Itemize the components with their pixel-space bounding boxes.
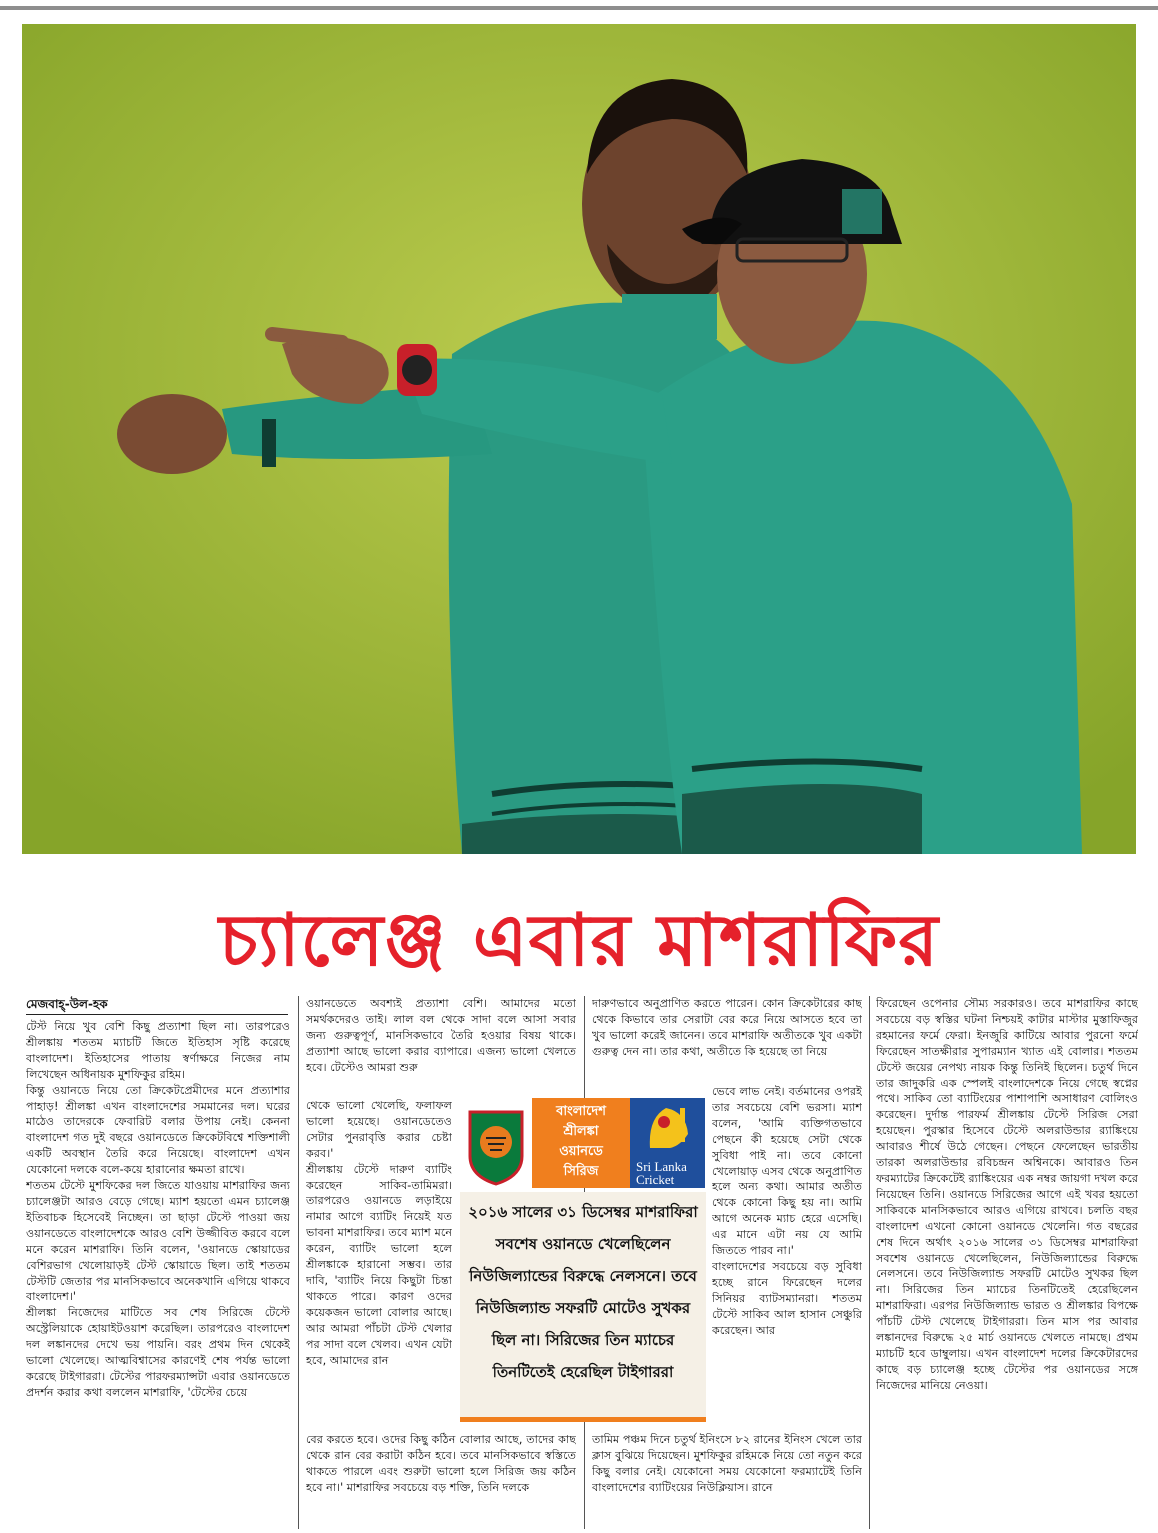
- paragraph: শততম টেস্টে মুশফিকের দল জিতে যাওয়ায় মাশরাফির জন্য চ্যালেঞ্জটা আরও বেড়ে গেছে। ম্যাশ হয়তো এমন চ্যালেঞ্জ ইতিবাচক হিসেবেই নিচ্ছেন। তা ছাড়া টেস্টে পাওয়া জয় ওয়ানডেতে বাংলাদেশকে আরও বেশি উজ্জীবিত করবে বলে মনে করেন মাশরাফি। তিনি বলেন, 'ওয়ানডে স্কোয়াডের বেশিরভাগ খেলোয়াড়ই টেস্ট স্কোয়াডে ছিল। তাই শততম টেস্টটি জেতার পর মানসিকভাবে অনেকখানি এগিয়ে থাকবে বাংলাদেশ।': [26, 1179, 290, 1304]
- paragraph: ফিরেছেন ওপেনার সৌম্য সরকারও। তবে মাশরাফির কাছে সবচেয়ে বড় স্বস্তির ঘটনা নিশ্চয়ই কাটার মাস্টার মুস্তাফিজুর রহমানের ফর্মে ফেরা। ইনজুরি কাটিয়ে আবার পুরনো ফর্মে ফিরেছেন সাতক্ষীরার সুপারম্যান খ্যাত এই বোলার। শততম টেস্টে জয়ের নেপথ্য নায়ক কিন্তু তিনিই ছিলেন। চতুর্থ দিনে তার জাদুকরি এক স্পেলই বাংলাদেশকে নিয়ে গেছে স্বপ্নের পথে। সাকিব তো ব্যাটিংয়ের পাশাপাশি অসাধারণ বোলিংও করেছেন। দুর্দান্ত পারফর্ম শ্রীলঙ্কায় টেস্টে সিরিজ সেরা হয়েছেন। পুরস্কার হিসেবে টেস্টে অলরাউন্ডার র‍্যাঙ্কিংয়ে আবারও শীর্ষে উঠে গেছেন। পেছনে ফেলেছেন ভারতীয় তারকা অলরাউন্ডার রবিচন্দ্রন অশ্বিনকে। আবারও তিন ফরম্যাটের ক্রিকেটেই র‍্যাঙ্কিংয়ের এক নম্বর জায়গা দখল করে নিয়েছেন তিনি। ওয়ানডে সিরিজের আগে এই খবর হয়তো সাকিবকে মানসিকভাবে আরও এগিয়ে রাখবে। চলতি বছর বাংলাদেশ এখনো কোনো ওয়ানডে খেলেনি। গত বছরের শেষ দিনে অর্থাৎ ২০১৬ সালের ৩১ ডিসেম্বর মাশরাফিরা সবশেষ ওয়ানডে খেলেছিলেন, নিউজিল্যান্ডের বিরুদ্ধে নেলসনে। তবে নিউজিল্যান্ড সফরটি মোটেও সুখকর ছিল না। সিরিজের তিন ম্যাচের তিনটিতেই হেরেছিলেন মাশরাফিরা। এরপর নিউজিল্যান্ড ভারত ও শ্রীলঙ্কার বিপক্ষে পাঁচটি টেস্ট খেলেছে টাইগাররা। তিন মাস পর আবার লঙ্কানদের বিরুদ্ধে ২৫ মার্চ ওয়ানডে খেলতে নামছে। প্রথম ম্যাচটি হবে ডাম্বুলায়। এখন বাংলাদেশ দলের ক্রিকেটারদের কাছে বড় চ্যালেঞ্জ হচ্ছে টেস্টের পর ওয়ানডের সঙ্গে নিজেদের মানিয়ে নেওয়া।: [876, 997, 1138, 1392]
- series-line: সিরিজ: [563, 1164, 599, 1179]
- article-column-1: [26, 1019, 290, 1529]
- series-title: [532, 1098, 630, 1188]
- byline: মেজবাহ্-উল-হক: [26, 997, 108, 1011]
- series-line: ওয়ানডে: [559, 1144, 603, 1159]
- article-column-4: [876, 996, 1138, 1529]
- column-divider: [298, 996, 299, 1529]
- article-column-3-tail: তামিম পঞ্চম দিনে চতুর্থ ইনিংসে ৮২ রানের ইনিংস খেলে তার ক্লাস বুঝিয়ে দিয়েছেন। মুশফিকুর রহিমকে নিয়ে তো নতুন করে কিছু বলার নেই। যেকোনো সময় যেকোনো ফরম্যাটেই তিনি বাংলাদেশের ব্যাটিংয়ের নিউক্লিয়াস। রানে: [592, 1433, 862, 1494]
- series-line: শ্রীলঙ্কা: [563, 1124, 599, 1139]
- article-column-2-tail: বের করতে হবে। ওদের কিছু কঠিন বোলার আছে, তাদের কাছ থেকে রান বের করাটা কঠিন হবে। তবে মানসিকভাবে স্বস্তিতে থাকতে পারলে এবং শুরুটা ভালো হলে সিরিজ জয় কঠিন হবে না।' মাশরাফির সবচেয়ে বড় শক্তি, তিনি দলকে: [306, 1433, 576, 1494]
- photo-players-training: [22, 24, 1136, 854]
- article-column-2-middle: থেকে ভালো খেলেছি, ফলাফল ভালো হয়েছে। ওয়ানডেতেও সেটার পুনরাবৃত্তি করার চেষ্টা করব।' শ্রীলঙ্কায় টেস্টে দারুণ ব্যাটিং করেছেন সাকিব-তামিমরা। তারপরেও ওয়ানডে লড়াইয়ে নামার আগে ব্যাটিং নিয়েই যত ভাবনা মাশরাফির। তবে ম্যাশ মনে করেন, ব্যাটিং ভালো হলে শ্রীলঙ্কাকে হারানো সম্ভব। তার দাবি, 'ব্যাটিং নিয়ে কিছুটা চিন্তা থাকতে পারে। কারণ ওদের কয়েকজন ভালো বোলার আছে। আর আমরা পাঁচটা টেস্ট খেলার পর সাদা বলে খেলব। এখন যেটা হবে, আমাদের রান: [306, 1099, 452, 1367]
- article-column-2-top: ওয়ানডেতে অবশ্যই প্রত্যাশা বেশি। আমাদের মতো সমর্থকদেরও তাই। লাল বল থেকে সাদা বলে আসা সবার জন্য গুরুত্বপূর্ণ, মানসিকভাবে তৈরি হওয়ার বিষয় থাকে। প্রত্যাশা আছে ভালো করার ব্যাপারে। এজন্য ভালো খেলতে হবে। টেস্টেও আমরা শুরু: [306, 997, 576, 1074]
- bangladesh-cricket-logo: [460, 1098, 532, 1188]
- paragraph: শ্রীলঙ্কা নিজেদের মাটিতে সব শেষ সিরিজে টেস্টে অস্ট্রেলিয়াকে হোয়াইটওয়াশ করেছিল। তারপরেও বাংলাদেশ দল লঙ্কানদের দেখে ভয় পায়নি। বরং প্রথম দিন থেকেই ভালো খেলেছে। আত্মবিশ্বাসের কারণেই শেষ পর্যন্ত ভালো করেছে টাইগাররা। টেস্টের পারফরম্যান্সটা এবার ওয়ানডেতে প্রদর্শন করার কথা বললেন মাশরাফি, 'টেস্টের চেয়ে: [26, 1306, 290, 1399]
- photo-illustration: [22, 24, 1136, 854]
- article-column-3-middle: ভেবে লাভ নেই। বর্তমানের ওপরই তার সবচেয়ে বেশি ভরসা। ম্যাশ বলেন, 'আমি ব্যক্তিগতভাবে পেছনে কী হয়েছে সেটা থেকে সুবিধা পাই না। তবে কোনো খেলোয়াড় এসব থেকে অনুপ্রাণিত হলে অন্য কথা। আমার অতীত থেকে কোনো কিছু হয় না। আমি আগে অনেক ম্যাচ হেরে এসেছি। এর মানে এটা নয় যে আমি জিততে পারব না।' বাংলাদেশের সবচেয়ে বড় সুবিধা হচ্ছে রানে ফিরেছেন দলের সিনিয়র ব্যাটসম্যানরা। শততম টেস্টে সাকিব আল হাসান সেঞ্চুরি করেছেন। আর: [712, 1085, 862, 1337]
- paragraph: টেস্ট নিয়ে খুব বেশি কিছু প্রত্যাশা ছিল না। তারপরেও শ্রীলঙ্কায় শততম ম্যাচটি জিতে ইতিহাস সৃষ্টি করেছে বাংলাদেশ। ইতিহাসের পাতায় স্বর্ণাক্ষরে নিজের নাম লিখেছেন অধিনায়ক মুশফিকুর রহিম।: [26, 1020, 290, 1081]
- lion-emblem: [630, 1098, 705, 1158]
- series-line: বাংলাদেশ: [556, 1104, 606, 1119]
- byline-rule: [26, 1014, 288, 1015]
- top-rule: [0, 6, 1158, 10]
- pull-quote: ২০১৬ সালের ৩১ ডিসেম্বর মাশরাফিরা সবশেষ ওয়ানডে খেলেছিলেন নিউজিল্যান্ডের বিরুদ্ধে নেলসনে। তবে নিউজিল্যান্ড সফরটি মোটেও সুখকর ছিল না। সিরিজের তিন ম্যাচের তিনটিতেই হেরেছিল টাইগাররা: [460, 1192, 706, 1422]
- sri-lanka-cricket-caption: Sri Lanka Cricket: [636, 1159, 687, 1187]
- headline: চ্যালেঞ্জ এবার মাশরাফির: [219, 898, 939, 982]
- series-logo-banner: [460, 1098, 705, 1188]
- paragraph: কিন্তু ওয়ানডে নিয়ে তো ক্রিকেটপ্রেমীদের মনে প্রত্যাশার পাহাড়! শ্রীলঙ্কা এখন বাংলাদেশের সমমানের দল। ঘরের মাঠেও তাদেরকে ফেবারিট বলার উপায় নেই। কেননা বাংলাদেশ গত দুই বছরে ওয়ানডেতে ক্রিকেটবিশ্বে শক্তিশালী একটি অবস্থান তৈরি করে নিয়েছে। বাংলাদেশ এখন যেকোনো দলকে বলে-কয়ে হারানোর ক্ষমতা রাখে।: [26, 1083, 290, 1177]
- column-divider: [869, 996, 870, 1529]
- article-column-3-top: দারুণভাবে অনুপ্রাণিত করতে পারেন। কোন ক্রিকেটারের কাছ থেকে কিভাবে তার সেরাটা বের করে নিয়ে আসতে হবে তা খুব ভালো করেই জানেন। তবে মাশরাফি অতীতকে খুব একটা গুরুত্ব দেন না। তার কথা, অতীতে কি হয়েছে তা নিয়ে: [592, 997, 862, 1058]
